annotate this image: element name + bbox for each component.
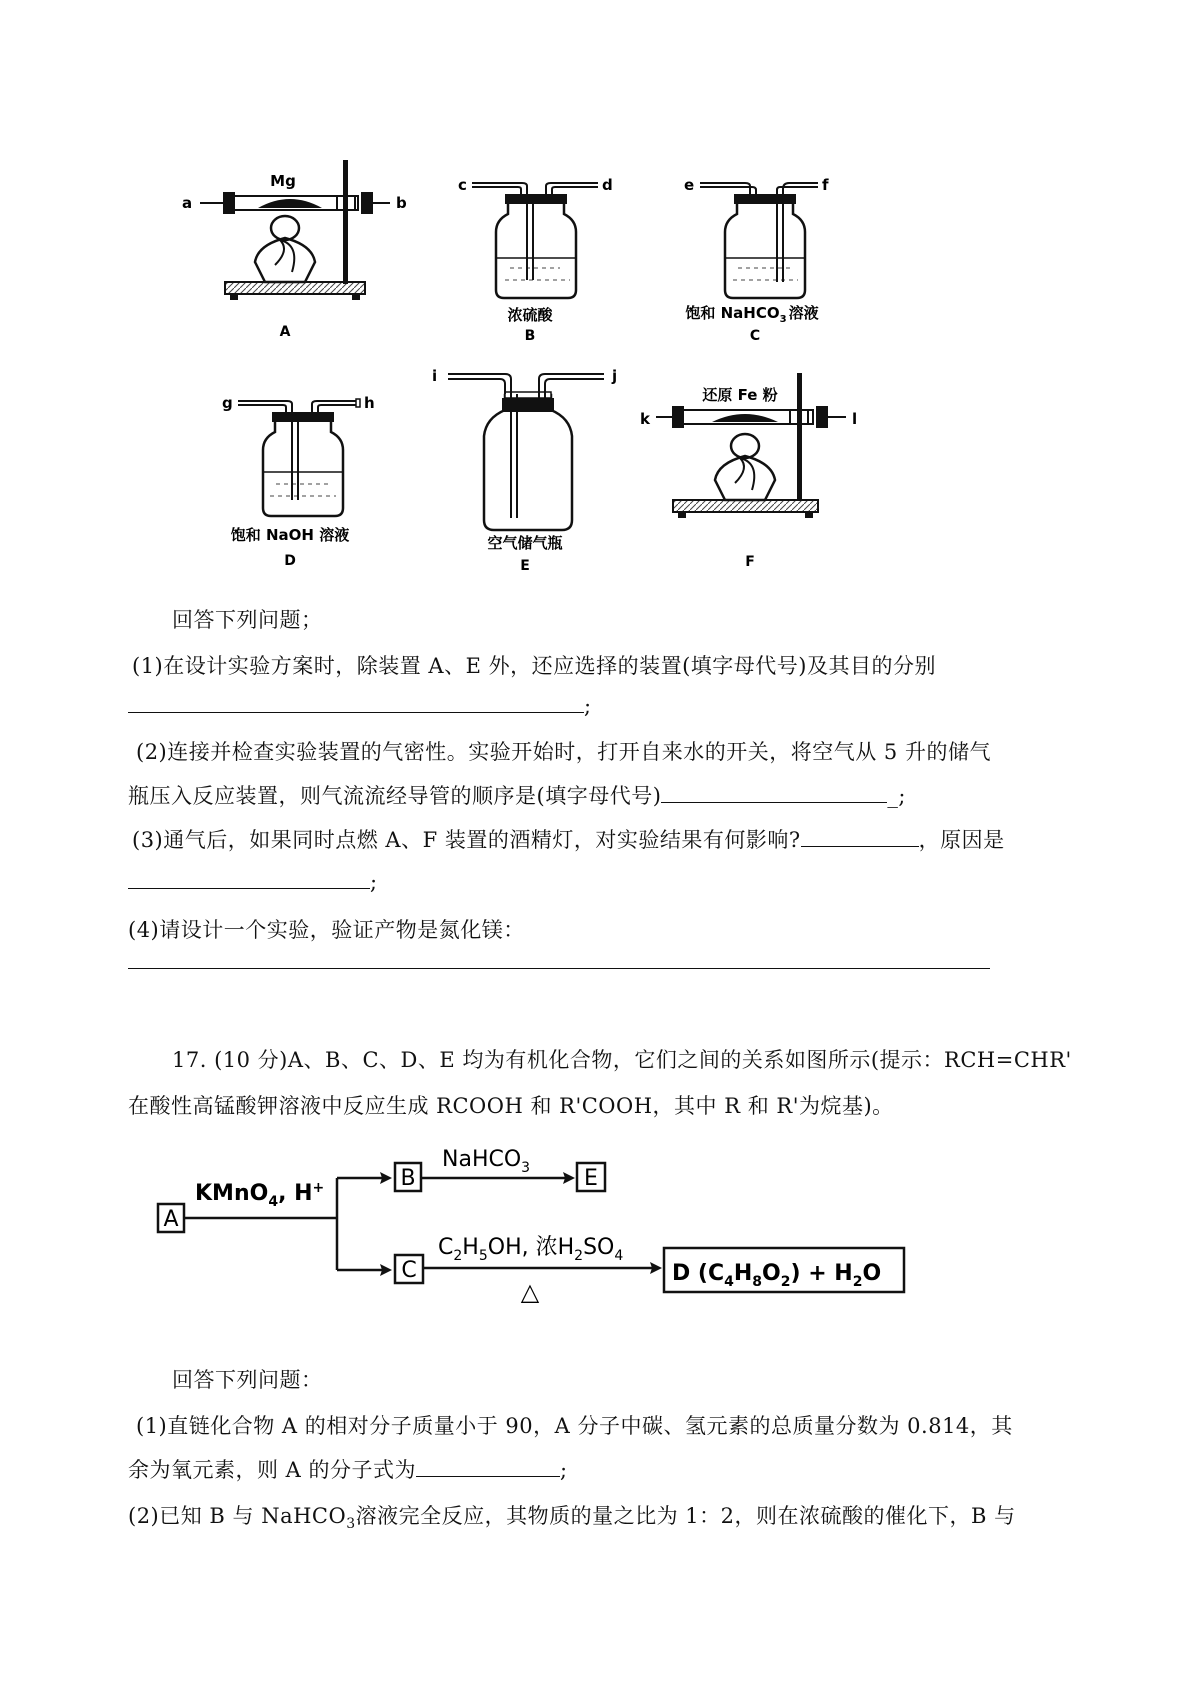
apparatus-d bbox=[222, 394, 375, 569]
mg-powder bbox=[258, 199, 322, 208]
q16-p2-line2: 瓶压入反应装置，则气流流经导管的顺序是(填字母代号) _; bbox=[128, 784, 906, 808]
wash-bottle bbox=[263, 418, 343, 516]
q17-line1: 17. (10 分)A、B、C、D、E 均为有机化合物，它们之间的关系如图所示(提示：RCH=CHR' bbox=[172, 1048, 1072, 1072]
answer-blank[interactable] bbox=[128, 868, 370, 889]
fe-powder bbox=[712, 414, 778, 422]
port-g: g bbox=[222, 394, 233, 412]
caption-e: E bbox=[520, 558, 530, 574]
heat-symbol: △ bbox=[520, 1278, 540, 1306]
port-c: c bbox=[458, 176, 467, 194]
answer-line[interactable] bbox=[128, 968, 990, 969]
q17-p1-line2: 余为氧元素，则 A 的分子式为 ; bbox=[128, 1458, 568, 1482]
alcohol-lamp bbox=[715, 456, 775, 500]
label-sat-nahco3: 饱和 NaHCO$_3$ 溶液 bbox=[685, 304, 819, 325]
reagent-ethanol-h2so4: $C_2H_5OH$, 浓$H_2SO_4$ bbox=[438, 1235, 624, 1264]
caption-d: D bbox=[284, 553, 296, 569]
air-reservoir-bottle bbox=[484, 395, 572, 530]
reagent-nahco3: NaHCO$_3$ bbox=[442, 1147, 531, 1176]
port-l: l bbox=[852, 410, 858, 428]
q17-p1-line1: (1)直链化合物 A 的相对分子质量小于 90，A 分子中碳、氢元素的总质量分数为 0.814，其 bbox=[136, 1414, 1013, 1438]
apparatus-f bbox=[640, 373, 857, 570]
wash-bottle bbox=[725, 200, 805, 298]
q16-p1: (1)在设计实验方案时，除装置 A、E 外，还应选择的装置(填字母代号)及其目的分别 bbox=[132, 654, 936, 678]
port-e: e bbox=[684, 176, 695, 194]
apparatus-a bbox=[182, 160, 407, 340]
wash-bottle bbox=[496, 200, 576, 298]
caption-c: C bbox=[749, 328, 761, 344]
q16-p3-line2: ; bbox=[128, 868, 378, 894]
port-b: b bbox=[396, 194, 407, 212]
caption-f: F bbox=[745, 554, 755, 570]
answer-blank[interactable] bbox=[801, 826, 919, 847]
label-conc-h2so4: 浓硫酸 bbox=[507, 306, 553, 324]
reagent-kmno4: KMnO$_4$, H+ bbox=[195, 1180, 325, 1210]
label-air-reservoir: 空气储气瓶 bbox=[487, 534, 563, 552]
label-a: A bbox=[163, 1207, 179, 1232]
answer-blank[interactable] bbox=[128, 692, 584, 713]
q16-p3-line1: (3)通气后，如果同时点燃 A、F 装置的酒精灯，对实验结果有何影响? ，原因是 bbox=[132, 828, 1005, 852]
product-d: D $(C_4H_8O_2) + H_2O$ bbox=[672, 1261, 882, 1290]
q17-intro: 回答下列问题： bbox=[172, 1368, 323, 1392]
label-mg: Mg bbox=[270, 172, 296, 190]
q16-intro: 回答下列问题； bbox=[172, 608, 323, 632]
port-k: k bbox=[640, 410, 650, 428]
q16-p1-answer-line: ; bbox=[128, 692, 592, 718]
label-reduced-fe: 还原 Fe 粉 bbox=[702, 386, 778, 404]
apparatus-b bbox=[458, 176, 613, 344]
port-j: j bbox=[612, 367, 618, 385]
label-e: E bbox=[584, 1166, 598, 1191]
alcohol-lamp bbox=[255, 238, 315, 282]
q16-p2-line1: (2)连接并检查实验装置的气密性。实验开始时，打开自来水的开关，将空气从 5 升的储气 bbox=[136, 740, 991, 764]
caption-a: A bbox=[279, 324, 291, 340]
label-c: C bbox=[401, 1258, 417, 1283]
q17-line2: 在酸性高锰酸钾溶液中反应生成 RCOOH 和 R'COOH，其中 R 和 R'为烷基)。 bbox=[128, 1094, 894, 1118]
q16-p4: (4)请设计一个实验，验证产物是氮化镁： bbox=[128, 918, 525, 942]
caption-b: B bbox=[524, 328, 536, 344]
q17-p2: (2)已知 B 与 NaHCO$_3$溶液完全反应，其物质的量之比为 1：2，则在浓硫酸的催化下，B 与 bbox=[128, 1504, 1016, 1533]
label-sat-naoh: 饱和 NaOH 溶液 bbox=[230, 526, 350, 544]
base-plate bbox=[673, 500, 818, 512]
apparatus-e bbox=[432, 367, 617, 574]
label-b: B bbox=[400, 1166, 416, 1191]
apparatus-figure bbox=[0, 0, 1200, 580]
port-d: d bbox=[602, 176, 613, 194]
clamp-stand-rod bbox=[343, 160, 348, 284]
port-a: a bbox=[182, 194, 193, 212]
port-i: i bbox=[432, 367, 438, 385]
answer-blank[interactable] bbox=[661, 782, 887, 803]
answer-blank[interactable] bbox=[416, 1456, 560, 1477]
port-h: h bbox=[364, 394, 375, 412]
clamp-stand-rod bbox=[797, 373, 802, 501]
reaction-scheme bbox=[0, 1140, 1200, 1340]
port-f: f bbox=[822, 176, 829, 194]
apparatus-c bbox=[684, 176, 829, 344]
